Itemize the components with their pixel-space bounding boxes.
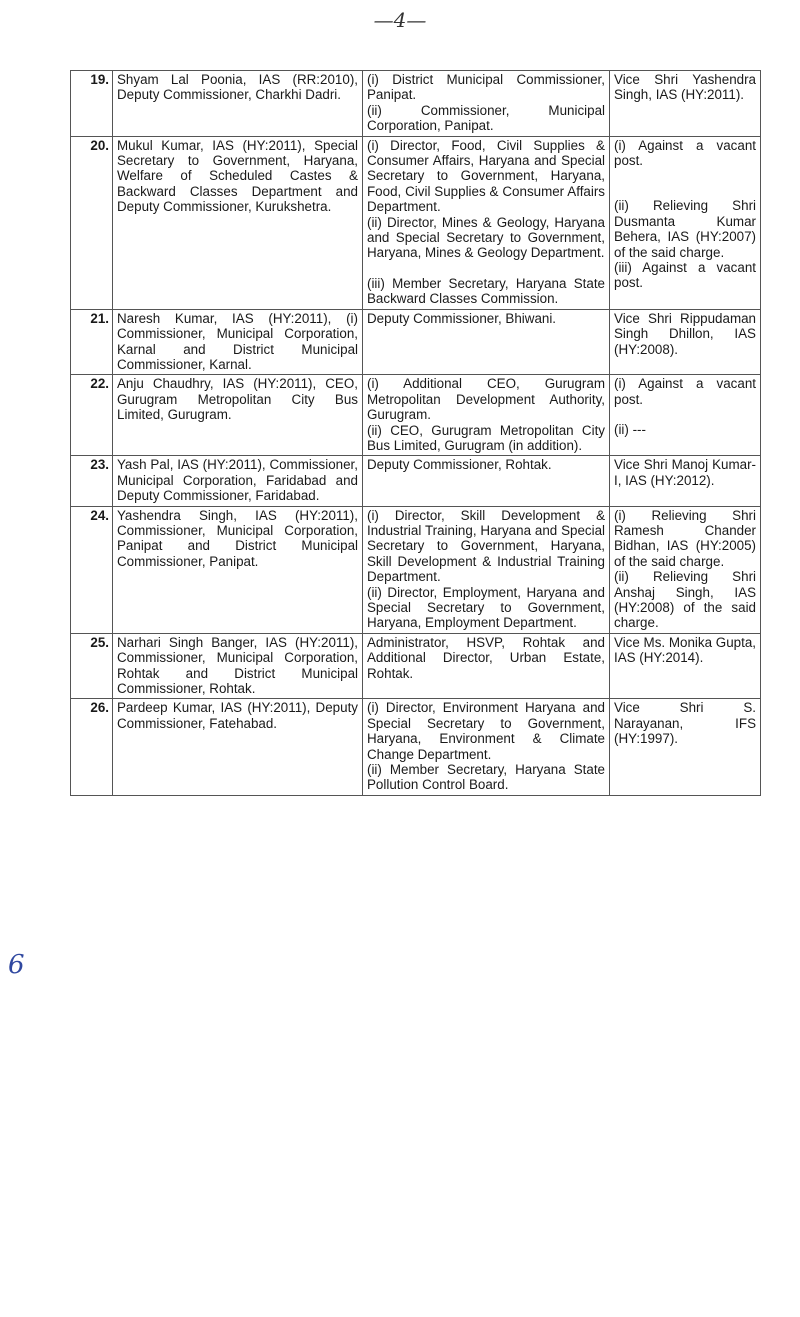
remark-item: Vice Ms. Monika Gupta, IAS (HY:2014).: [614, 634, 756, 666]
serial-number: 19.: [71, 71, 113, 137]
table-row: [71, 136, 761, 309]
remark-item: (i) Against a vacant post.: [614, 137, 756, 169]
posting-item: (i) Director, Food, Civil Supplies & Consumer Affairs, Haryana and Special Secretary to Government, Haryana, Food, Civil Supplies & Consumer Affairs Department.: [367, 137, 605, 215]
posting-cell: [363, 506, 610, 633]
officer-cell: Mukul Kumar, IAS (HY:2011), Special Secretary to Government, Haryana, Welfare of Scheduled Castes & Backward Classes Department and Deputy Commissioner, Kurukshetra.: [113, 136, 363, 309]
posting-item: (ii) CEO, Gurugram Metropolitan City Bus Limited, Gurugram (in addition).: [367, 422, 605, 453]
officer-cell: Anju Chaudhry, IAS (HY:2011), CEO, Gurugram Metropolitan City Bus Limited, Gurugram.: [113, 375, 363, 456]
table-row: [71, 456, 761, 506]
posting-cell: [363, 456, 610, 506]
remark-item: Vice Shri Rippudaman Singh Dhillon, IAS (HY:2008).: [614, 310, 756, 357]
table-row: [71, 633, 761, 699]
officer-cell: Naresh Kumar, IAS (HY:2011), (i) Commissioner, Municipal Corporation, Karnal and District Municipal Commissioner, Karnal.: [113, 309, 363, 375]
remark-cell: [610, 375, 761, 456]
table-row: [71, 506, 761, 633]
remark-cell: [610, 71, 761, 137]
remark-cell: [610, 633, 761, 699]
remark-item: Vice Shri S. Narayanan, IFS (HY:1997).: [614, 700, 756, 747]
posting-cell: [363, 375, 610, 456]
remark-item: (ii) ---: [614, 422, 646, 438]
posting-cell: [363, 136, 610, 309]
posting-item: (ii) Commissioner, Municipal Corporation, Panipat.: [367, 102, 605, 134]
officer-cell: Pardeep Kumar, IAS (HY:2011), Deputy Commissioner, Fatehabad.: [113, 699, 363, 795]
remark-cell: [610, 506, 761, 633]
table-row: [71, 375, 761, 456]
serial-number: 21.: [71, 309, 113, 375]
table-row: [71, 71, 761, 137]
serial-number: 22.: [71, 375, 113, 456]
serial-number: 26.: [71, 699, 113, 795]
remark-item: (i) Against a vacant post.: [614, 376, 756, 407]
officer-cell: Narhari Singh Banger, IAS (HY:2011), Commissioner, Municipal Corporation, Rohtak and District Municipal Commissioner, Rohtak.: [113, 633, 363, 699]
posting-orders-table: [70, 70, 761, 796]
posting-item: (i) Director, Environment Haryana and Special Secretary to Government, Haryana, Environment & Climate Change Department.: [367, 700, 605, 762]
remark-cell: [610, 699, 761, 795]
serial-number: 25.: [71, 633, 113, 699]
serial-number: 24.: [71, 506, 113, 633]
remark-cell: [610, 309, 761, 375]
posting-item: (i) Director, Skill Development & Industrial Training, Haryana and Special Secretary to Government, Haryana, Skill Development & Industrial Training Department.: [367, 507, 605, 585]
posting-item: (ii) Director, Employment, Haryana and Special Secretary to Government, Haryana, Employment Department.: [367, 584, 605, 631]
remark-item: (ii) Relieving Shri Anshaj Singh, IAS (HY:2008) of the said charge.: [614, 569, 756, 631]
posting-item: (iii) Member Secretary, Haryana State Backward Classes Commission.: [367, 275, 605, 307]
remark-cell: [610, 136, 761, 309]
posting-cell: [363, 633, 610, 699]
posting-item: (ii) Director, Mines & Geology, Haryana and Special Secretary to Government, Haryana, Mines & Geology Department.: [367, 214, 605, 261]
remark-item: (ii) Relieving Shri Dusmanta Kumar Behera, IAS (HY:2007) of the said charge.: [614, 198, 756, 260]
posting-item: Deputy Commissioner, Bhiwani.: [367, 310, 557, 326]
posting-item: Deputy Commissioner, Rohtak.: [367, 457, 552, 473]
posting-item: (ii) Member Secretary, Haryana State Pollution Control Board.: [367, 762, 605, 793]
handwritten-margin-mark: 6: [8, 950, 25, 980]
officer-cell: Yashendra Singh, IAS (HY:2011), Commissioner, Municipal Corporation, Panipat and District Municipal Commissioner, Panipat.: [113, 506, 363, 633]
table-row: [71, 309, 761, 375]
officer-cell: Yash Pal, IAS (HY:2011), Commissioner, Municipal Corporation, Faridabad and Deputy Commissioner, Faridabad.: [113, 456, 363, 506]
posting-item: (i) District Municipal Commissioner, Panipat.: [367, 72, 605, 103]
posting-item: Administrator, HSVP, Rohtak and Additional Director, Urban Estate, Rohtak.: [367, 634, 605, 681]
remark-item: Vice Shri Manoj Kumar-I, IAS (HY:2012).: [614, 457, 756, 488]
posting-item: (i) Additional CEO, Gurugram Metropolitan Development Authority, Gurugram.: [367, 376, 605, 423]
serial-number: 20.: [71, 136, 113, 309]
posting-cell: [363, 309, 610, 375]
table-row: [71, 699, 761, 795]
remark-item: (i) Relieving Shri Ramesh Chander Bidhan, IAS (HY:2005) of the said charge.: [614, 507, 756, 569]
page-number: —4—: [373, 8, 427, 32]
officer-cell: Shyam Lal Poonia, IAS (RR:2010), Deputy Commissioner, Charkhi Dadri.: [113, 71, 363, 137]
remark-item: Vice Shri Yashendra Singh, IAS (HY:2011).: [614, 72, 756, 103]
remark-cell: [610, 456, 761, 506]
serial-number: 23.: [71, 456, 113, 506]
posting-cell: [363, 71, 610, 137]
remark-item: (iii) Against a vacant post.: [614, 260, 756, 291]
posting-cell: [363, 699, 610, 795]
